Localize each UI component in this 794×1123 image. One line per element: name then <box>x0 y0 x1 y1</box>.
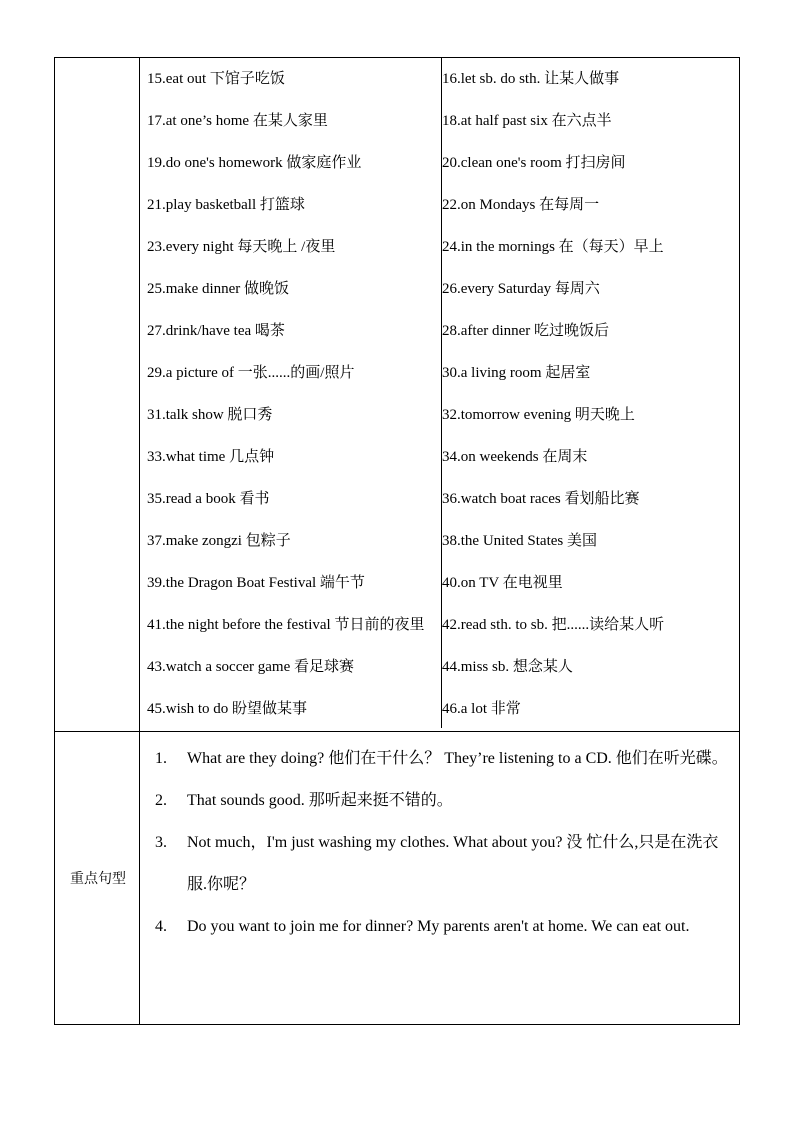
phrase-item-right: 46.a lot 非常 <box>442 701 521 717</box>
sentence-number: 4. <box>155 918 167 935</box>
sentence-text: Not much，I'm just washing my clothes. What about you? 没 忙什么,只是在洗衣服.你呢？ <box>187 834 719 893</box>
phrase-item-right: 22.on Mondays 在每周一 <box>442 197 600 213</box>
phrase-item-left: 33.what time 几点钟 <box>147 449 275 465</box>
phrase-item-right: 16.let sb. do sth. 让某人做事 <box>442 71 620 87</box>
phrase-item-left: 41.the night before the festival 节日前的夜里 <box>147 617 425 633</box>
column-divider-left <box>139 58 140 1024</box>
phrase-item-right: 18.at half past six 在六点半 <box>442 113 612 129</box>
phrase-item-right: 44.miss sb. 想念某人 <box>442 659 573 675</box>
sentence-item <box>155 822 735 906</box>
phrase-item-right: 34.on weekends 在周末 <box>442 449 588 465</box>
phrase-item-left: 45.wish to do 盼望做某事 <box>147 701 308 717</box>
phrase-item-right: 24.in the mornings 在（每天）早上 <box>442 239 664 255</box>
phrase-item-right: 26.every Saturday 每周六 <box>442 281 600 297</box>
phrase-item-right: 40.on TV 在电视里 <box>442 575 563 591</box>
phrase-item-left: 23.every night 每天晚上 /夜里 <box>147 239 336 255</box>
phrase-item-left: 43.watch a soccer game 看足球赛 <box>147 659 355 675</box>
sentence-text: That sounds good. 那听起来挺不错的。 <box>187 792 453 809</box>
phrase-item-right: 36.watch boat races 看划船比赛 <box>442 491 640 507</box>
phrase-item-right: 32.tomorrow evening 明天晚上 <box>442 407 635 423</box>
sentence-number: 3. <box>155 834 167 851</box>
vocabulary-table <box>54 57 740 1025</box>
phrase-item-left: 15.eat out 下馆子吃饭 <box>147 71 285 87</box>
sentence-number: 1. <box>155 750 167 767</box>
phrase-item-right: 38.the United States 美国 <box>442 533 597 549</box>
phrase-item-left: 21.play basketball 打篮球 <box>147 197 305 213</box>
phrase-item-left: 17.at one’s home 在某人家里 <box>147 113 328 129</box>
phrase-item-right: 28.after dinner 吃过晚饭后 <box>442 323 610 339</box>
phrase-item-left: 27.drink/have tea 喝茶 <box>147 323 285 339</box>
phrase-item-left: 37.make zongzi 包粽子 <box>147 533 291 549</box>
key-sentences <box>155 738 735 948</box>
sentence-item <box>155 738 735 780</box>
phrase-item-left: 29.a picture of 一张......的画/照片 <box>147 365 355 381</box>
sentence-text: What are they doing? 他们在干什么？ They’re listening to a CD. 他们在听光碟。 <box>187 750 728 767</box>
section-label: 重点句型 <box>70 871 126 887</box>
phrase-item-right: 42.read sth. to sb. 把......读给某人听 <box>442 617 665 633</box>
phrase-item-left: 25.make dinner 做晚饭 <box>147 281 290 297</box>
phrase-item-left: 19.do one's homework 做家庭作业 <box>147 155 362 171</box>
phrase-item-left: 31.talk show 脱口秀 <box>147 407 273 423</box>
phrase-item-left: 35.read a book 看书 <box>147 491 270 507</box>
row-divider <box>55 731 739 732</box>
phrase-item-right: 30.a living room 起居室 <box>442 365 591 381</box>
phrase-item-left: 39.the Dragon Boat Festival 端午节 <box>147 575 365 591</box>
phrase-item-right: 20.clean one's room 打扫房间 <box>442 155 626 171</box>
sentence-text: Do you want to join me for dinner? My parents aren't at home. We can eat out. <box>187 918 690 935</box>
sentence-item <box>155 780 735 822</box>
sentence-item <box>155 906 735 948</box>
sentence-number: 2. <box>155 792 167 809</box>
